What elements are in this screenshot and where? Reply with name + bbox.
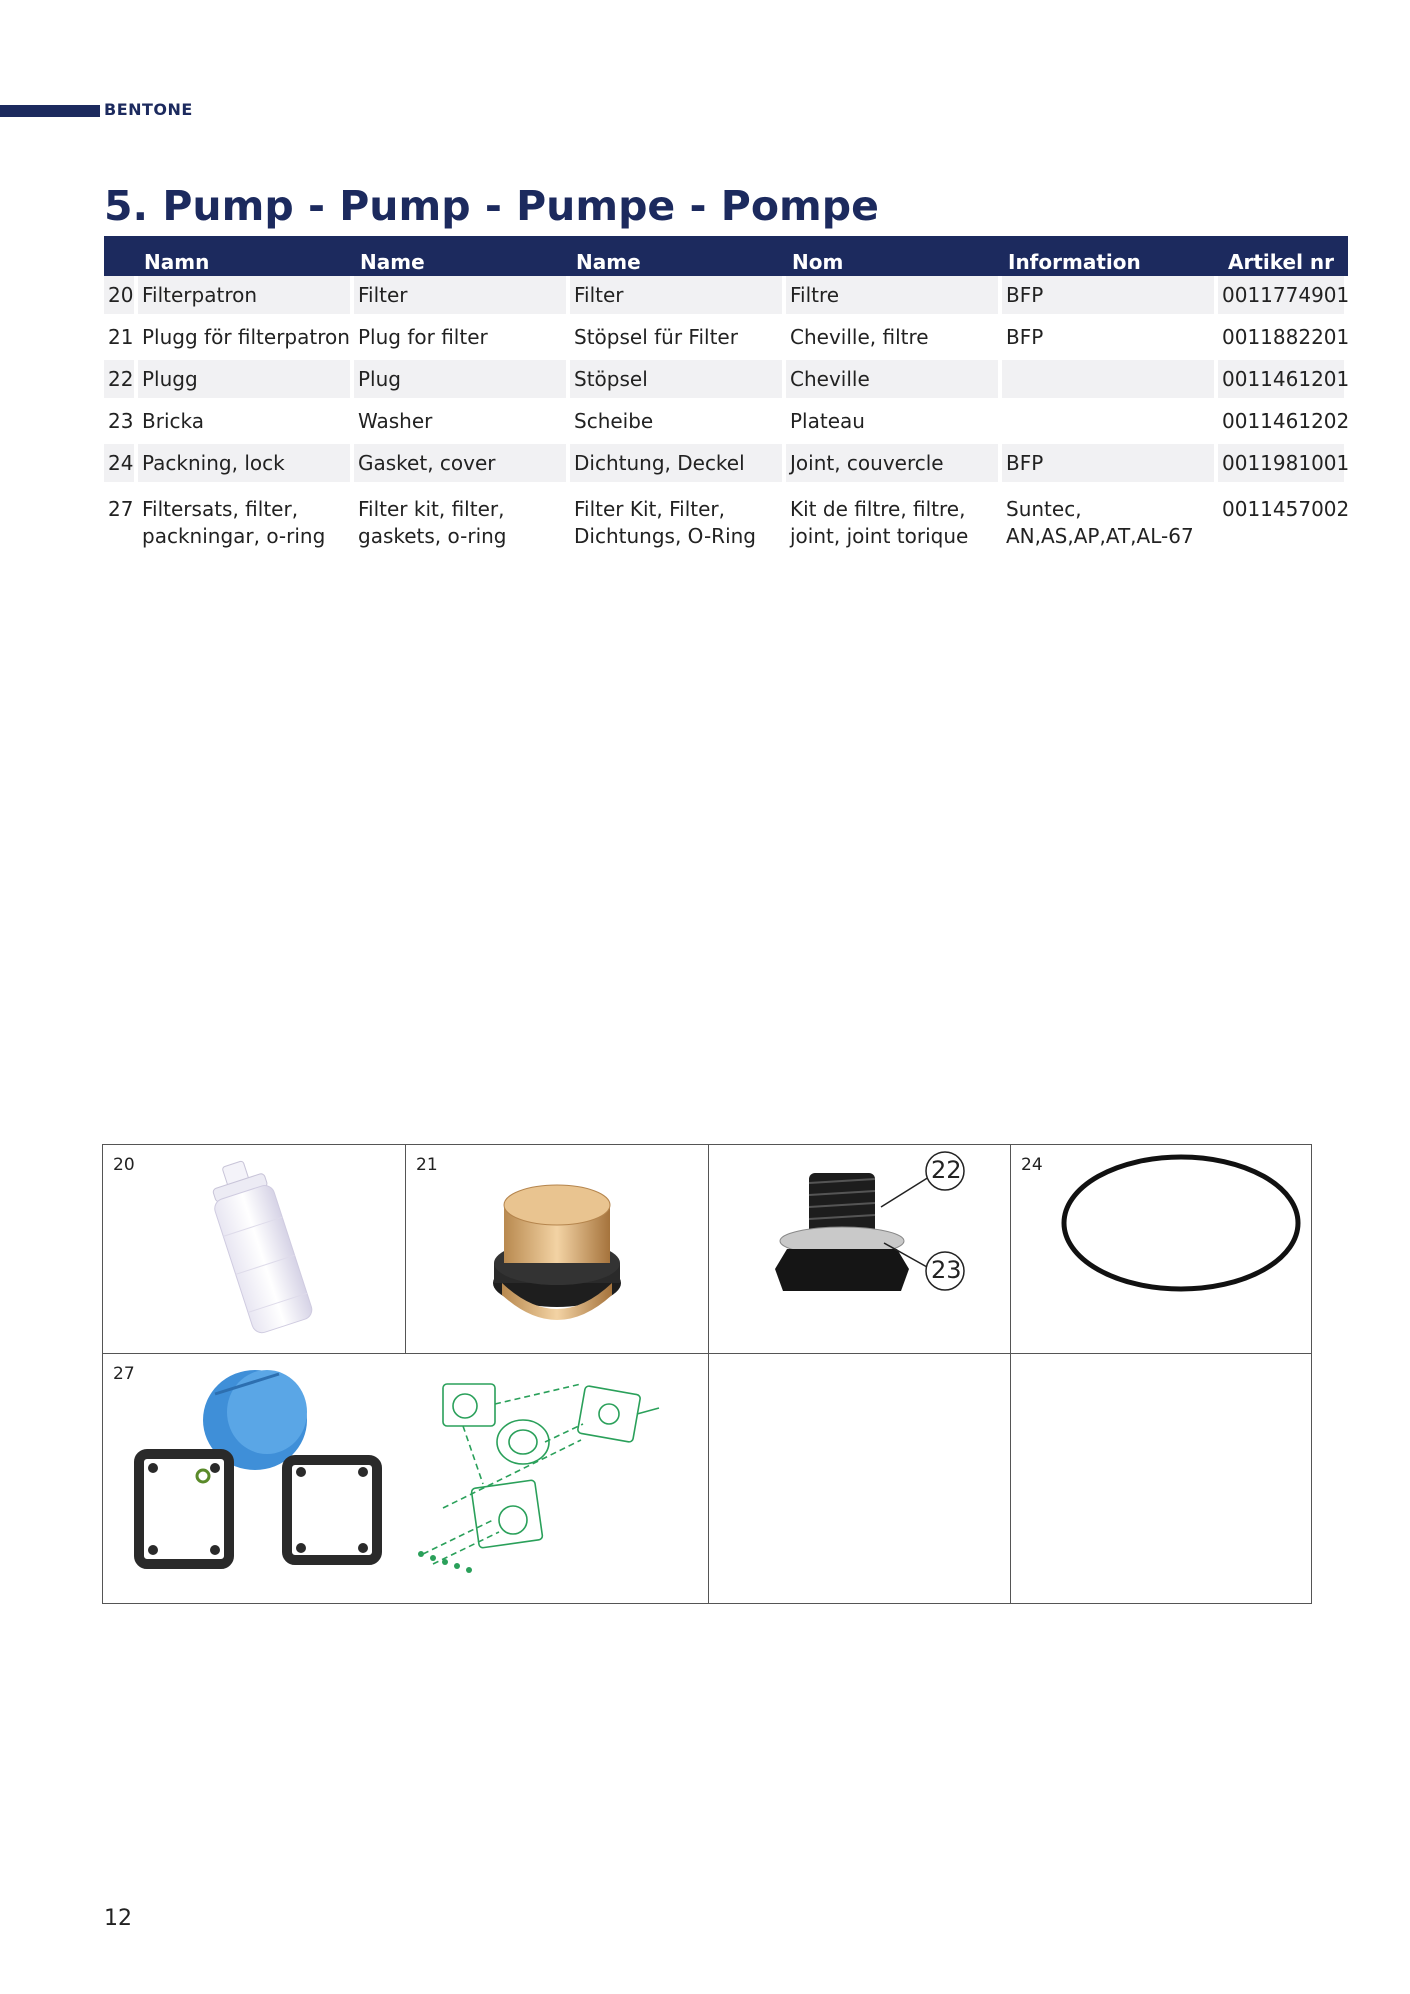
cell-artikel: 0011461201: [1218, 356, 1348, 398]
cell-namn: Filterpatron: [138, 276, 354, 314]
header-name-de: Name: [570, 236, 786, 276]
cell-info: BFP: [1002, 276, 1218, 314]
cell-artikel: 0011461202: [1218, 398, 1348, 440]
cell-namn: Packning, lock: [138, 440, 354, 482]
row-num: 21: [104, 314, 138, 356]
cell-nom: Filtre: [786, 276, 1002, 314]
parts-image-grid: [102, 1144, 1312, 1604]
row-num: 27: [104, 482, 138, 550]
page-title: 5. Pump - Pump - Pumpe - Pompe: [104, 182, 879, 230]
cell-nom-line1: Kit de filtre, filtre,: [790, 497, 966, 521]
header-artikel: Artikel nr: [1218, 236, 1348, 276]
cell-info: [1002, 482, 1218, 550]
cell-name-en: Washer: [354, 398, 570, 440]
cell-info: [1002, 398, 1218, 440]
brand-bar: [0, 105, 100, 117]
cell-info: BFP: [1002, 314, 1218, 356]
brass-plug-image: [406, 1145, 708, 1353]
table-row: [104, 314, 1348, 356]
cell-name-de-line2: Dichtungs, O-Ring: [574, 524, 756, 548]
image-label: 24: [1021, 1155, 1043, 1175]
plug-washer-image: [709, 1145, 1010, 1353]
cell-name-de: Dichtung, Deckel: [570, 440, 786, 482]
cell-namn-line1: Filtersats, filter,: [142, 497, 299, 521]
cell-name-de: Stöpsel: [570, 356, 786, 398]
cell-name-de: [570, 482, 786, 550]
row-num: 24: [104, 440, 138, 482]
cell-nom: Plateau: [786, 398, 1002, 440]
row-num: 20: [104, 276, 138, 314]
o-ring-image: [1011, 1145, 1311, 1353]
table-row: [104, 276, 1348, 314]
callout-22: 22: [931, 1156, 962, 1184]
cell-name-en: Plug for filter: [354, 314, 570, 356]
cell-name-en: [354, 482, 570, 550]
image-cell-21: [406, 1145, 708, 1353]
cell-nom: Cheville, filtre: [786, 314, 1002, 356]
image-label: 27: [113, 1364, 135, 1384]
cell-artikel: 0011882201: [1218, 314, 1348, 356]
image-cell-27: [103, 1354, 708, 1604]
page-number: 12: [104, 1906, 132, 1931]
cell-nom-line2: joint, joint torique: [790, 524, 969, 548]
image-cell-24: [1011, 1145, 1311, 1353]
table-row: [104, 440, 1348, 482]
image-cell-20: [103, 1145, 405, 1353]
cell-name-en-line2: gaskets, o-ring: [358, 524, 507, 548]
header-nom: Nom: [786, 236, 1002, 276]
cell-artikel: 0011457002: [1218, 482, 1348, 550]
cell-namn: Plugg: [138, 356, 354, 398]
header-information: Information: [1002, 236, 1218, 276]
cell-info-line1: Suntec,: [1006, 497, 1082, 521]
cell-artikel: 0011774901: [1218, 276, 1348, 314]
cell-name-de-line1: Filter Kit, Filter,: [574, 497, 726, 521]
cell-info: [1002, 356, 1218, 398]
cell-name-de: Stöpsel für Filter: [570, 314, 786, 356]
cell-name-en: Gasket, cover: [354, 440, 570, 482]
parts-table: [104, 236, 1348, 550]
cell-namn: Plugg för filterpatron: [138, 314, 354, 356]
cell-namn: Bricka: [138, 398, 354, 440]
cell-name-en-line1: Filter kit, filter,: [358, 497, 505, 521]
cell-namn-line2: packningar, o-ring: [142, 524, 326, 548]
cell-info: BFP: [1002, 440, 1218, 482]
callout-23: 23: [931, 1256, 962, 1284]
image-cell-22-23: [709, 1145, 1010, 1353]
cell-nom: Joint, couvercle: [786, 440, 1002, 482]
row-num: 22: [104, 356, 138, 398]
header-name-en: Name: [354, 236, 570, 276]
image-label: 21: [416, 1155, 438, 1175]
filter-cartridge-image: [103, 1145, 405, 1353]
cell-nom: Cheville: [786, 356, 1002, 398]
cell-info-line2: AN,AS,AP,AT,AL-67: [1006, 524, 1194, 548]
table-header-row: [104, 236, 1348, 276]
table-row: [104, 398, 1348, 440]
row-num: 23: [104, 398, 138, 440]
cell-artikel: 0011981001: [1218, 440, 1348, 482]
brand-name: BENTONE: [104, 100, 193, 119]
cell-name-de: Filter: [570, 276, 786, 314]
filter-kit-image: [103, 1354, 708, 1604]
cell-namn: [138, 482, 354, 550]
table-row: [104, 482, 1348, 550]
cell-name-en: Filter: [354, 276, 570, 314]
cell-name-en: Plug: [354, 356, 570, 398]
cell-name-de: Scheibe: [570, 398, 786, 440]
table-row: [104, 356, 1348, 398]
header-num: [104, 236, 138, 276]
image-label: 20: [113, 1155, 135, 1175]
header-namn: Namn: [138, 236, 354, 276]
cell-nom: [786, 482, 1002, 550]
